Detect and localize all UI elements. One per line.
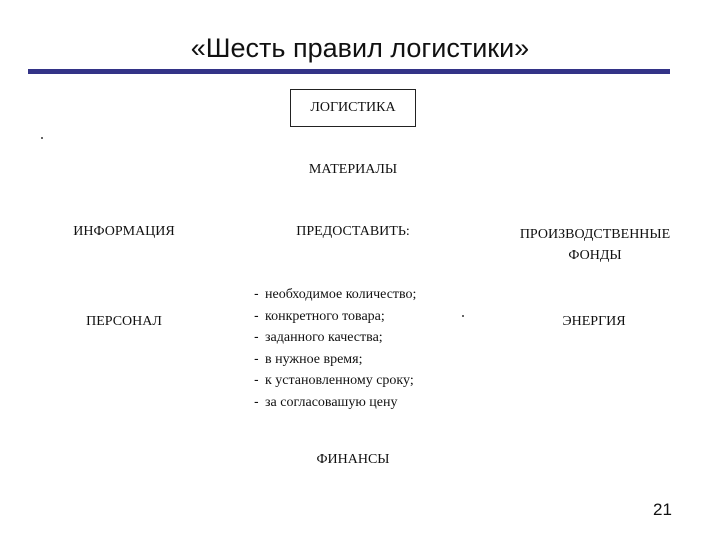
list-item-text: заданного качества;: [265, 330, 383, 345]
list-item: [254, 283, 416, 305]
page-number: 21: [653, 500, 672, 519]
center-box: [290, 89, 416, 127]
dash-marker: -: [254, 328, 259, 344]
node-materials: МАТЕРИАЛЫ: [308, 162, 398, 177]
title-underline: [28, 69, 670, 74]
node-provide: ПРЕДОСТАВИТЬ:: [296, 224, 410, 239]
list-item-text: необходимое количество;: [265, 287, 417, 302]
list-item: [254, 326, 416, 348]
dash-marker: -: [254, 306, 259, 323]
decorative-dot: [462, 315, 464, 317]
center-label: ЛОГИСТИКА: [310, 100, 396, 115]
dash-marker: -: [254, 285, 259, 301]
list-item-text: в нужное время;: [265, 351, 363, 367]
slide-title: «Шесть правил логистики»: [190, 33, 530, 63]
decorative-dot: [41, 137, 43, 139]
node-production-assets-line2: ФОНДЫ: [568, 248, 622, 263]
node-information: ИНФОРМАЦИЯ: [73, 224, 175, 239]
node-production-assets-line1: ПРОИЗВОДСТВЕННЫЕ: [519, 227, 671, 242]
dash-marker: -: [254, 349, 259, 366]
list-item-text: к установленному сроку;: [265, 373, 414, 388]
list-item: [254, 305, 416, 327]
list-item: [254, 369, 416, 391]
rules-list: [254, 283, 416, 412]
node-finance: ФИНАНСЫ: [316, 452, 390, 467]
node-energy: ЭНЕРГИЯ: [562, 314, 626, 329]
list-item: [254, 391, 416, 413]
dash-marker: -: [254, 371, 259, 387]
node-personnel: ПЕРСОНАЛ: [86, 314, 162, 329]
node-production-assets: [495, 224, 695, 266]
list-item-text: за согласовашую цену: [265, 394, 398, 410]
dash-marker: -: [254, 392, 259, 409]
list-item: [254, 348, 416, 370]
list-item-text: конкретного товара;: [265, 308, 385, 324]
